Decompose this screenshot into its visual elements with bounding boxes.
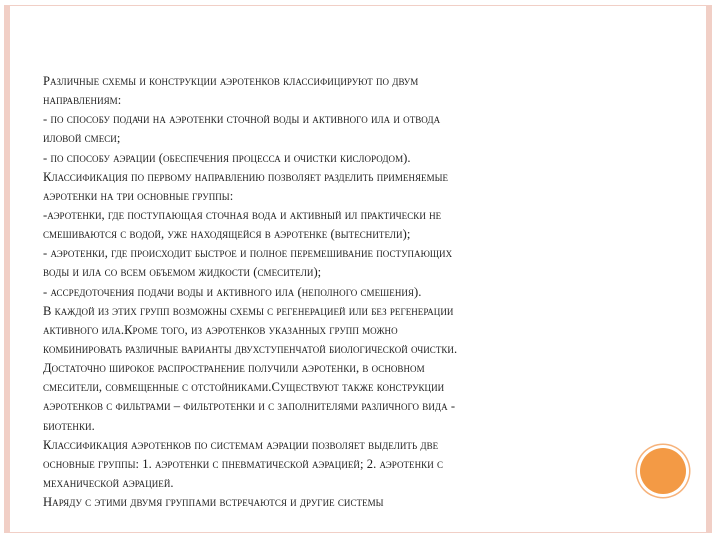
text-line: основные группы: 1. аэротенки с пневматической аэрацией; 2. аэротенки с: [43, 456, 444, 471]
text-line: аэротенков с фильтрами – фильтротенки и с заполнителями различного вида -: [43, 399, 456, 414]
text-line: активного ила.Кроме того, из аэротенков указанных групп можно: [43, 322, 398, 337]
text-line: - по способу аэрации (обеспечения процесса и очистки кислородом).: [43, 150, 411, 165]
slide-body-text: [43, 72, 673, 512]
text-line: направлениям:: [43, 93, 122, 108]
text-line: биотенки.: [43, 418, 95, 433]
text-line: механической аэрацией.: [43, 475, 174, 490]
text-line: В каждой из этих групп возможны схемы с регенерацией или без регенерации: [43, 303, 454, 318]
text-line: воды и ила со всем объемом жидкости (смесители);: [43, 265, 322, 280]
text-line: Различные схемы и конструкции аэротенков классифицируют по двум: [43, 74, 419, 88]
text-line: - по способу подачи на аэротенки сточной воды и активного ила и отвода: [43, 112, 441, 127]
text-line: - ассредоточения подачи воды и активного ила (неполного смешения).: [43, 284, 422, 299]
text-line: Классификация по первому направлению позволяет разделить применяемые: [43, 169, 449, 184]
text-line: комбинировать различные варианты двухступенчатой биологической очистки.: [43, 341, 458, 356]
text-line: -аэротенки, где поступающая сточная вода и активный ил практически не: [43, 207, 442, 222]
text-line: - аэротенки, где происходит быстрое и полное перемешивание поступающих: [43, 246, 453, 261]
text-line: смесители, совмещенные с отстойниками.Существуют также конструкции: [43, 380, 445, 395]
text-line: смешиваются с водой, уже находящейся в аэротенке (вытеснители);: [43, 227, 411, 242]
text-line: Достаточно широкое распространение получили аэротенки, в основном: [43, 361, 425, 376]
text-line: аэротенки на три основные группы:: [43, 188, 234, 203]
decorative-circle: [640, 448, 686, 494]
text-line: иловой смеси;: [43, 131, 121, 146]
text-line: Наряду с этими двумя группами встречаются и другие системы: [43, 495, 384, 510]
text-line: Классификация аэротенков по системам аэрации позволяет выделить две: [43, 437, 439, 452]
